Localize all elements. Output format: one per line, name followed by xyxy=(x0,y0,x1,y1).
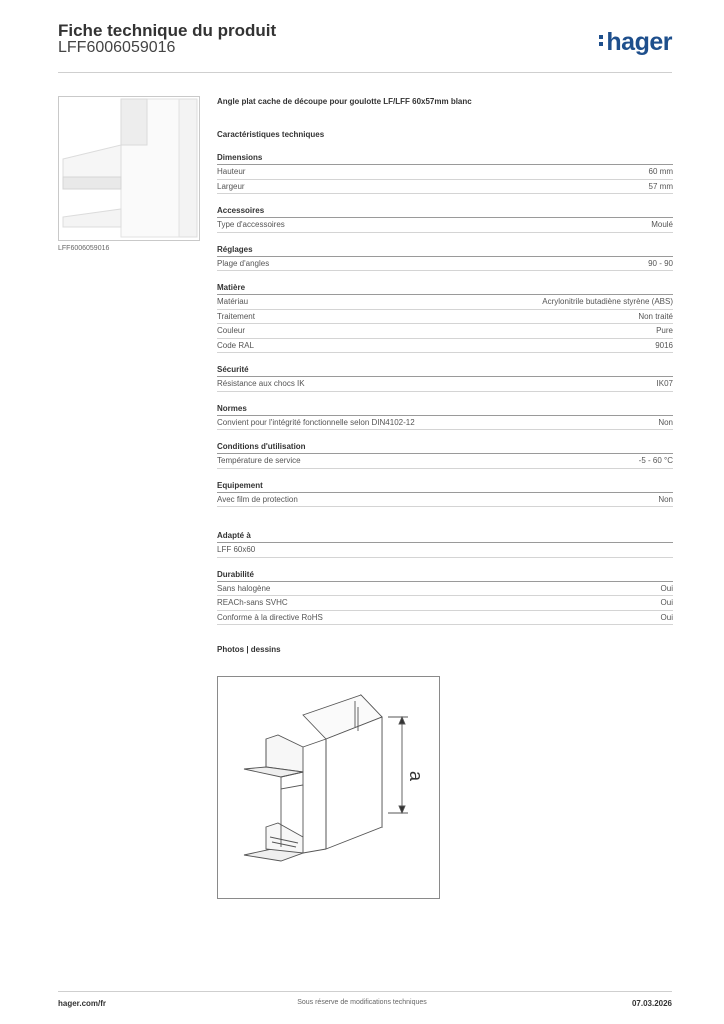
spec-label: LFF 60x60 xyxy=(217,545,256,554)
spec-label: Couleur xyxy=(217,326,246,335)
spec-section xyxy=(217,479,673,508)
technical-drawing xyxy=(217,676,440,899)
header-divider xyxy=(58,72,672,73)
section-title: Réglages xyxy=(217,243,673,257)
spec-label: Résistance aux chocs IK xyxy=(217,379,305,388)
spec-row xyxy=(217,324,673,339)
product-title: Angle plat cache de découpe pour goulotte LF/LFF 60x57mm blanc xyxy=(217,97,472,106)
spec-row xyxy=(217,611,673,626)
spec-label: Type d'accessoires xyxy=(217,220,285,229)
dimension-label: a xyxy=(406,771,426,782)
spec-row xyxy=(217,543,673,558)
spec-label: Conforme à la directive RoHS xyxy=(217,612,323,622)
spec-value: -5 - 60 °C xyxy=(638,456,673,465)
spec-row xyxy=(217,180,673,195)
spec-label: Hauteur xyxy=(217,167,246,176)
spec-row xyxy=(217,218,673,233)
section-title: Equipement xyxy=(217,479,673,493)
spec-label: Convient pour l'intégrité fonctionnelle selon DIN4102-12 xyxy=(217,417,415,427)
section-title: Conditions d'utilisation xyxy=(217,440,673,454)
photos-heading: Photos | dessins xyxy=(217,645,281,654)
spec-section xyxy=(217,243,673,272)
section-title: Normes xyxy=(217,402,673,416)
section-title: Adapté à xyxy=(217,529,673,543)
spec-value: Oui xyxy=(660,598,673,607)
spec-row xyxy=(217,454,673,469)
spec-section xyxy=(217,204,673,233)
spec-row xyxy=(217,493,673,508)
spec-row xyxy=(217,310,673,325)
spec-section xyxy=(217,151,673,194)
spec-content xyxy=(217,97,673,654)
spec-row xyxy=(217,416,673,431)
spec-value: Non traité xyxy=(638,311,673,321)
section-title: Durabilité xyxy=(217,568,673,582)
spec-value: 90 - 90 xyxy=(648,258,673,268)
spec-value: Acrylonitrile butadiène styrène (ABS) xyxy=(542,297,673,306)
section-title: Sécurité xyxy=(217,363,673,377)
spec-row xyxy=(217,165,673,180)
spec-label: Plage d'angles xyxy=(217,258,270,268)
product-reference: LFF6006059016 xyxy=(58,39,176,56)
spec-label: Code RAL xyxy=(217,340,254,350)
spec-value: Pure xyxy=(656,326,673,335)
spec-value: Non xyxy=(658,417,673,427)
spec-section xyxy=(217,281,673,353)
spec-row xyxy=(217,582,673,597)
spec-label: Avec film de protection xyxy=(217,494,298,504)
spec-row xyxy=(217,295,673,310)
spec-row xyxy=(217,339,673,354)
spec-value: 60 mm xyxy=(648,167,673,176)
footer-date: 07.03.2026 xyxy=(631,999,672,1008)
spec-value: 9016 xyxy=(655,340,673,350)
section-title: Dimensions xyxy=(217,151,673,165)
specs-heading: Caractéristiques techniques xyxy=(217,130,325,139)
spec-label: Traitement xyxy=(217,311,255,321)
hager-logo xyxy=(599,28,672,57)
logo-text: hager xyxy=(606,28,672,56)
footer-disclaimer: Sous réserve de modifications techniques xyxy=(297,999,427,1006)
section-durabilite xyxy=(217,568,673,626)
product-image xyxy=(58,96,200,241)
spec-value: IK07 xyxy=(656,379,673,388)
spec-value: Oui xyxy=(660,612,673,622)
product-image-caption: LFF6006059016 xyxy=(58,245,110,252)
spec-label: Sans halogène xyxy=(217,583,271,593)
spec-value: Oui xyxy=(660,583,673,593)
spec-label: Température de service xyxy=(217,456,301,465)
spec-sections xyxy=(217,151,673,507)
spec-value: 57 mm xyxy=(648,181,673,191)
document-title: Fiche technique du produit xyxy=(58,21,277,40)
spec-value: Non xyxy=(658,494,673,504)
spec-label: Largeur xyxy=(217,181,245,191)
footer-divider xyxy=(58,991,672,992)
section-title: Accessoires xyxy=(217,204,673,218)
footer-website[interactable]: hager.com/fr xyxy=(58,999,107,1008)
section-adapte xyxy=(217,529,673,558)
spec-section xyxy=(217,402,673,431)
section-title: Matière xyxy=(217,281,673,295)
spec-label: REACh-sans SVHC xyxy=(217,598,288,607)
spec-section xyxy=(217,440,673,469)
spec-section xyxy=(217,363,673,392)
spec-label: Matériau xyxy=(217,297,249,306)
spec-value: Moulé xyxy=(651,220,673,229)
spec-row xyxy=(217,596,673,611)
spec-row xyxy=(217,257,673,272)
spec-row xyxy=(217,377,673,392)
